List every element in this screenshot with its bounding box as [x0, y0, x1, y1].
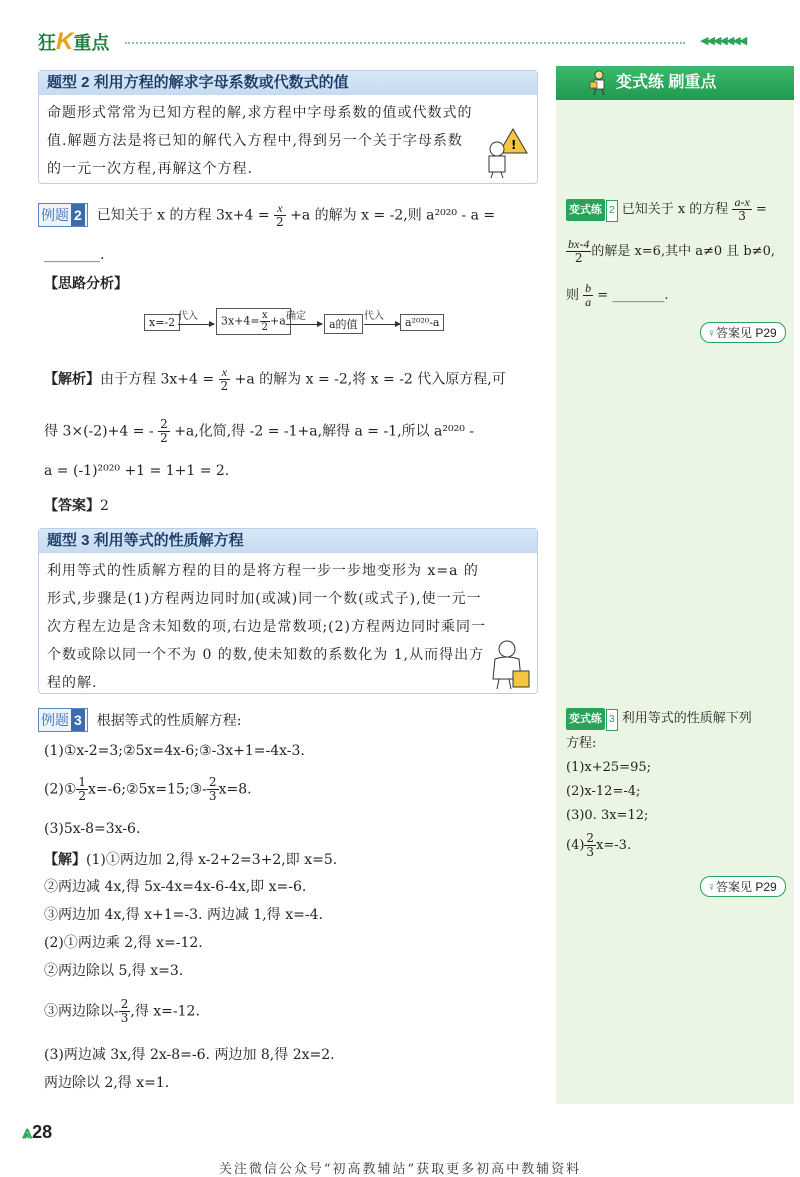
frac-num: b [585, 281, 592, 295]
frac-num: 2 [160, 417, 168, 431]
topic-box-2 [38, 70, 538, 184]
page-number [22, 1122, 52, 1143]
flow-arrow: 代入 [364, 307, 400, 325]
solution-line: ③两边除以- $\frac{2}{3}$ ,得 x=-12. [44, 997, 200, 1025]
variant-3-item: (2)x-12=-4; [566, 784, 641, 799]
solution-line: (3)两边减 3x,得 2x-8=-6. 两边加 8,得 2x=2. [44, 1047, 335, 1063]
solution-line-1 [44, 366, 506, 393]
question-text: 根据等式的性质解方程: [96, 713, 242, 729]
example-2-question [38, 202, 495, 229]
sidebar-header [556, 66, 794, 100]
answer-reference[interactable] [700, 322, 786, 343]
equals-sign: = [755, 202, 767, 217]
answer-ref-text: 答案见 P29 [716, 880, 777, 894]
frac-den: 3 [738, 209, 746, 223]
solution-line-2 [44, 418, 474, 445]
flow-box: 3x+4= $\frac{x}{2}$ +a [216, 308, 291, 335]
variant-2-text: 已知关于 x 的方程 [621, 202, 729, 217]
flow-box: a的值 [324, 314, 363, 334]
variant-num: 2 [606, 200, 618, 222]
solution-text: 由于方程 3x+4 = [100, 371, 215, 388]
frac-num: x [219, 366, 231, 380]
item-prefix: (4) [566, 838, 585, 853]
footer-note: 关注微信公众号“初高教辅站”获取更多初高中教辅资料 [218, 1162, 582, 1177]
solution-line [44, 848, 337, 871]
pin-icon: ♀ [707, 880, 716, 894]
variant-3-item [566, 832, 631, 859]
frac-num: bx-4 [568, 237, 590, 251]
solution-text: (1)①两边加 2,得 x-2+2=3+2,即 x=5. [86, 852, 338, 868]
student-reading-icon [588, 70, 610, 96]
variant-3-item: (1)x+25=95; [566, 760, 651, 775]
example-label: 例题 2 [38, 203, 88, 227]
frac-den: 2 [220, 379, 229, 393]
answer-reference[interactable] [700, 876, 786, 897]
solution-text: +a 的解为 x = -2,将 x = -2 代入原方程,可 [234, 371, 506, 388]
example-3-question [38, 708, 241, 732]
topic-title: 题型 2 利用方程的解求字母系数或代数式的值 [39, 71, 537, 95]
brand-k: K [56, 28, 74, 55]
solution-line-3: a = (-1)²⁰²⁰ +1 = 1+1 = 2. [44, 463, 230, 479]
page-number-text: 28 [32, 1122, 53, 1142]
svg-text:!: ! [511, 138, 517, 152]
pin-icon: ♀ [707, 326, 716, 340]
variant-3 [566, 708, 792, 731]
variant-2-line2 [566, 238, 792, 265]
item-suffix: x=-3. [596, 838, 632, 853]
solution-line: ②两边除以 5,得 x=3. [44, 963, 184, 979]
topic-body: 利用等式的性质解方程的目的是将方程一步一步地变形为 x=a 的形式,步骤是(1)方程两边同时加(或减)同一个数(或式子),使一元一次方程左边是含未知数的项,右边是常数项;(2)方程两边同时乘同一个数或除以同一个不为 0 的数,使未知数的系数化为 1,从而得出方程的解. [47, 563, 486, 691]
answer-label: 【答案】 [44, 497, 100, 513]
answer-value: 2 [100, 498, 109, 514]
answer-blank: ________. [44, 247, 105, 263]
flow-box: a²⁰²⁰-a [400, 314, 444, 331]
frac-den: 2 [574, 251, 583, 265]
variant-3-item: (3)0. 3x=12; [566, 808, 649, 823]
problem-2: (2)① $\frac{1}{2}$ x=-6;②5x=15;③- $\frac{2}{3}$ x=8. [44, 775, 252, 803]
frac-num: a-x [734, 195, 750, 209]
frac-den: a [585, 295, 592, 309]
brand-logo [38, 28, 109, 56]
variant-2-line3 [566, 282, 792, 309]
sidebar-title: 变式练 刷重点 [616, 74, 717, 91]
variant-tag: 变式练 [566, 708, 605, 730]
frac-num: 2 [586, 831, 595, 845]
brand-char: 狂 [38, 33, 56, 53]
topic-box-3 [38, 528, 538, 694]
answer-ref-text: 答案见 P29 [716, 326, 777, 340]
answer-blank: = ________. [597, 288, 669, 303]
solution-label: 【解析】 [44, 370, 100, 387]
solution-line: ③两边加 4x,得 x+1=-3. 两边减 1,得 x=-4. [44, 907, 323, 923]
answer-line [44, 494, 109, 517]
variant-3-text: 利用等式的性质解下列 [621, 711, 752, 726]
flow-arrow: 代入 [178, 307, 214, 325]
question-text: +a 的解为 x = -2,则 a²⁰²⁰ - a = [290, 207, 496, 224]
page-header [0, 0, 800, 62]
topic-title: 题型 3 利用等式的性质解方程 [39, 529, 537, 553]
variant-2-text: 的解是 x=6,其中 a≠0 且 b≠0, [591, 244, 776, 259]
variant-num: 3 [606, 709, 618, 731]
problem-1: (1)①x-2=3;②5x=4x-6;③-3x+1=-4x-3. [44, 743, 305, 759]
variant-2-text: 则 [566, 288, 580, 303]
compass-icon: ⩓ [22, 1122, 33, 1142]
solution-text: 得 3×(-2)+4 = - [44, 423, 154, 440]
variant-3-text: 方程: [566, 736, 597, 751]
problem-3: (3)5x-8=3x-6. [44, 821, 141, 837]
solution-line: ②两边减 4x,得 5x-4x=4x-6-4x,即 x=-6. [44, 879, 307, 895]
flow-box: x=-2 [144, 314, 180, 331]
frac-den: 2 [160, 431, 168, 445]
solution-label: 【解】 [44, 851, 86, 867]
arrows-icon: ◀◀◀◀◀◀◀ [700, 34, 746, 47]
solution-text: +a,化简,得 -2 = -1+a,解得 a = -1,所以 a²⁰²⁰ - [174, 423, 475, 440]
brand-text: 重点 [73, 33, 110, 53]
frac-den: 3 [586, 845, 595, 859]
variant-tag: 变式练 [566, 199, 605, 221]
flow-arrow: 确定 [286, 307, 322, 325]
variant-2 [566, 196, 792, 223]
cartoon-warning-icon [479, 127, 529, 179]
frac-den: 2 [276, 215, 284, 229]
topic-body: 命题形式常常为已知方程的解,求方程中字母系数的值或代数式的值.解题方法是将已知的解代入方程中,得到另一个关于字母系数的一元一次方程,再解这个方程. [47, 105, 473, 177]
solution-line: (2)①两边乘 2,得 x=-12. [44, 935, 203, 951]
solution-line: 两边除以 2,得 x=1. [44, 1075, 170, 1091]
cartoon-thinking-icon [487, 639, 531, 691]
analysis-label: 【思路分析】 [44, 275, 128, 291]
header-dotted-line [125, 42, 685, 44]
frac-num: x [274, 202, 286, 216]
example-label: 例题 3 [38, 708, 88, 732]
question-text: 已知关于 x 的方程 3x+4 = [96, 207, 270, 224]
